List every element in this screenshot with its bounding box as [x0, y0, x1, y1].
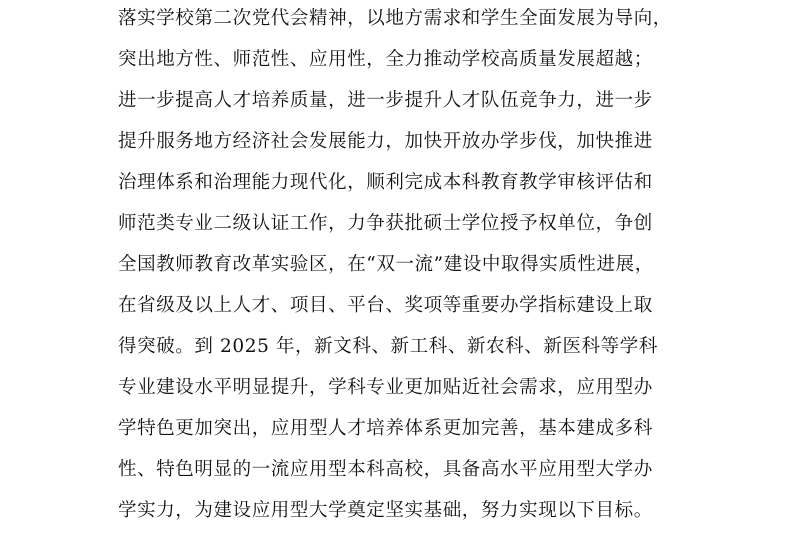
paragraph-line-4: 提升服务地方经济社会发展能力，加快开放办学步伐，加快推进 — [118, 131, 653, 152]
paragraph-line-2: 突出地方性、师范性、应用性，全力推动学校高质量发展超越； — [118, 49, 653, 70]
paragraph-line-6: 师范类专业二级认证工作，力争获批硕士学位授予权单位，争创 — [118, 213, 653, 234]
paragraph-line-9: 得突破。到 2025 年，新文科、新工科、新农科、新医科等学科 — [118, 336, 658, 357]
paragraph-line-10: 专业建设水平明显提升，学科专业更加贴近社会需求，应用型办 — [118, 377, 653, 398]
paragraph-line-13: 学实力，为建设应用型大学奠定坚实基础，努力实现以下目标。 — [118, 500, 653, 521]
paragraph-line-11: 学特色更加突出，应用型人才培养体系更加完善，基本建成多科 — [118, 418, 653, 439]
paragraph-line-7: 全国教师教育改革实验区，在“双一流”建设中取得实质性进展， — [118, 254, 654, 275]
paragraph-line-8: 在省级及以上人才、项目、平台、奖项等重要办学指标建设上取 — [118, 295, 653, 316]
paragraph-line-3: 进一步提高人才培养质量，进一步提升人才队伍竞争力，进一步 — [118, 90, 653, 111]
paragraph-line-12: 性、特色明显的一流应用型本科高校，具备高水平应用型大学办 — [118, 459, 653, 480]
body-paragraph — [118, 0, 678, 531]
paragraph-line-5: 治理体系和治理能力现代化，顺利完成本科教育教学审核评估和 — [118, 172, 653, 193]
paragraph-line-1: 落实学校第二次党代会精神，以地方需求和学生全面发展为导向， — [118, 8, 672, 29]
